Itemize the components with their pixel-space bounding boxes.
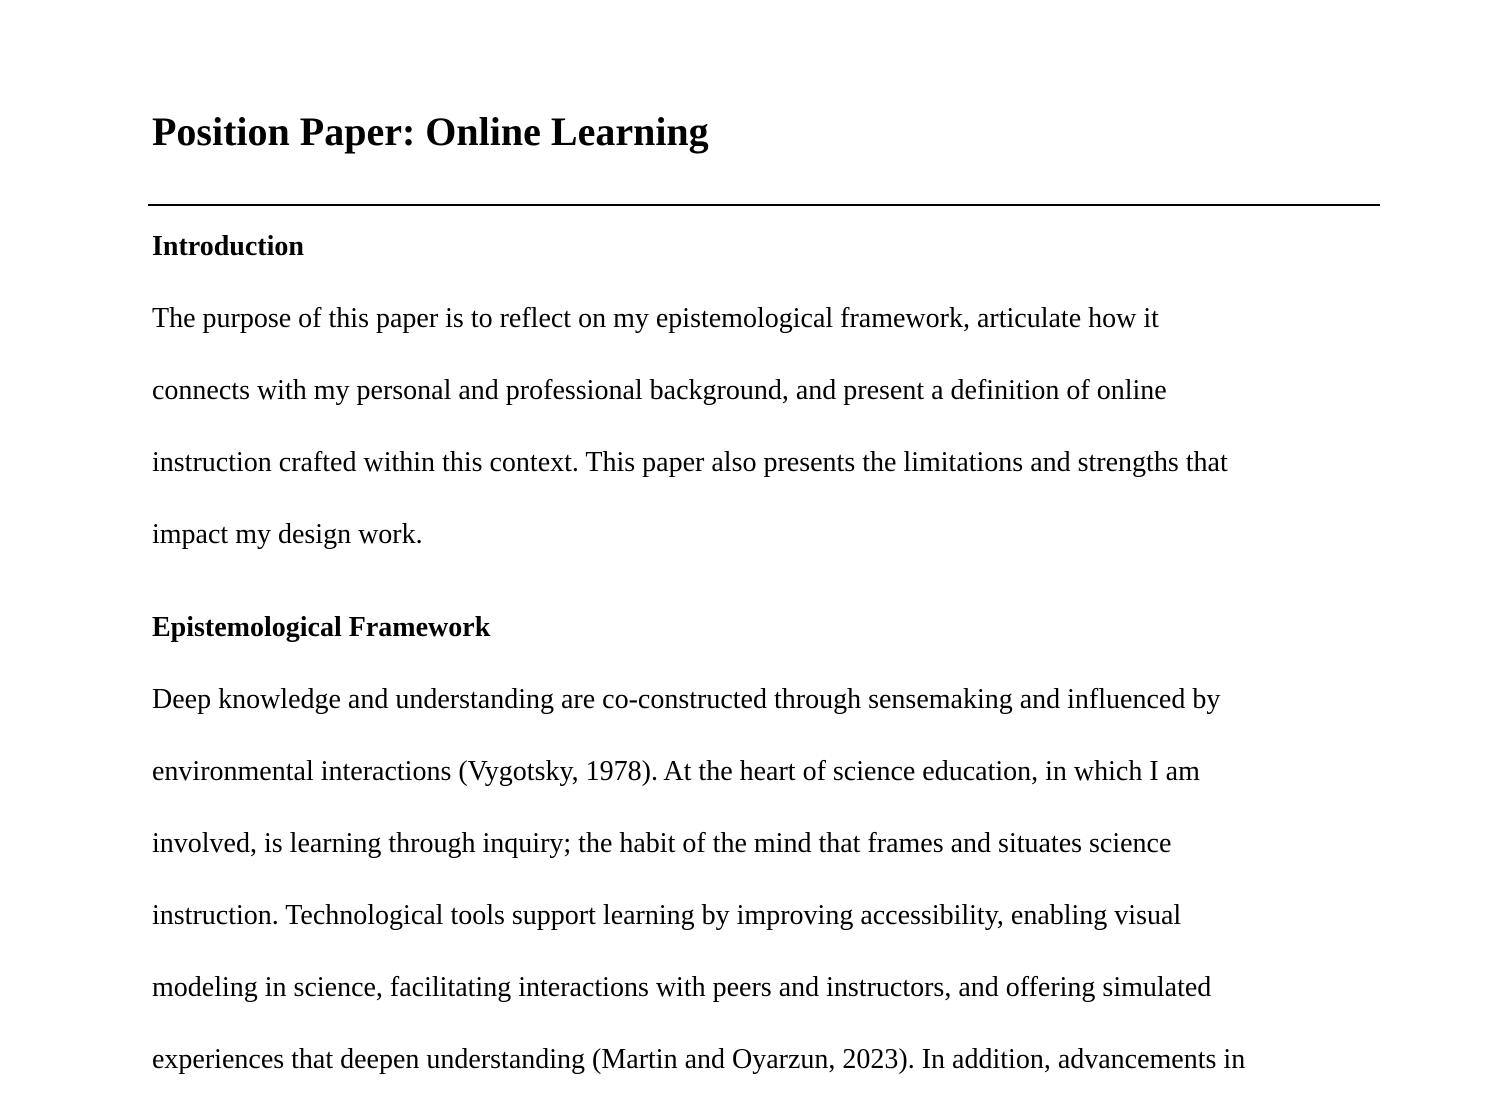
paragraph-line: instruction crafted within this context. This paper also presents the limitations and strengths that xyxy=(152,447,1228,478)
section-heading-introduction: Introduction xyxy=(152,231,304,262)
paragraph-line: experiences that deepen understanding (Martin and Oyarzun, 2023). In addition, advancements in xyxy=(152,1044,1246,1075)
introduction-paragraph xyxy=(152,283,1228,571)
document-title: Position Paper: Online Learning xyxy=(152,109,709,154)
section-heading-epistemological-framework: Epistemological Framework xyxy=(152,612,491,643)
paragraph-line: involved, is learning through inquiry; the habit of the mind that frames and situates science xyxy=(152,828,1172,859)
paragraph-line: Deep knowledge and understanding are co-constructed through sensemaking and influenced by xyxy=(152,684,1221,715)
paragraph-line: environmental interactions (Vygotsky, 1978). At the heart of science education, in which I am xyxy=(152,756,1200,787)
paragraph-line: impact my design work. xyxy=(152,519,423,550)
epistemological-framework-paragraph xyxy=(152,664,1245,1096)
title-divider xyxy=(148,204,1380,206)
paragraph-line: The purpose of this paper is to reflect on my epistemological framework, articulate how it xyxy=(152,303,1159,334)
paragraph-line: instruction. Technological tools support learning by improving accessibility, enabling visual xyxy=(152,900,1182,931)
paragraph-line: modeling in science, facilitating interactions with peers and instructors, and offering simulated xyxy=(152,972,1212,1003)
paragraph-line: connects with my personal and professional background, and present a definition of online xyxy=(152,375,1167,406)
